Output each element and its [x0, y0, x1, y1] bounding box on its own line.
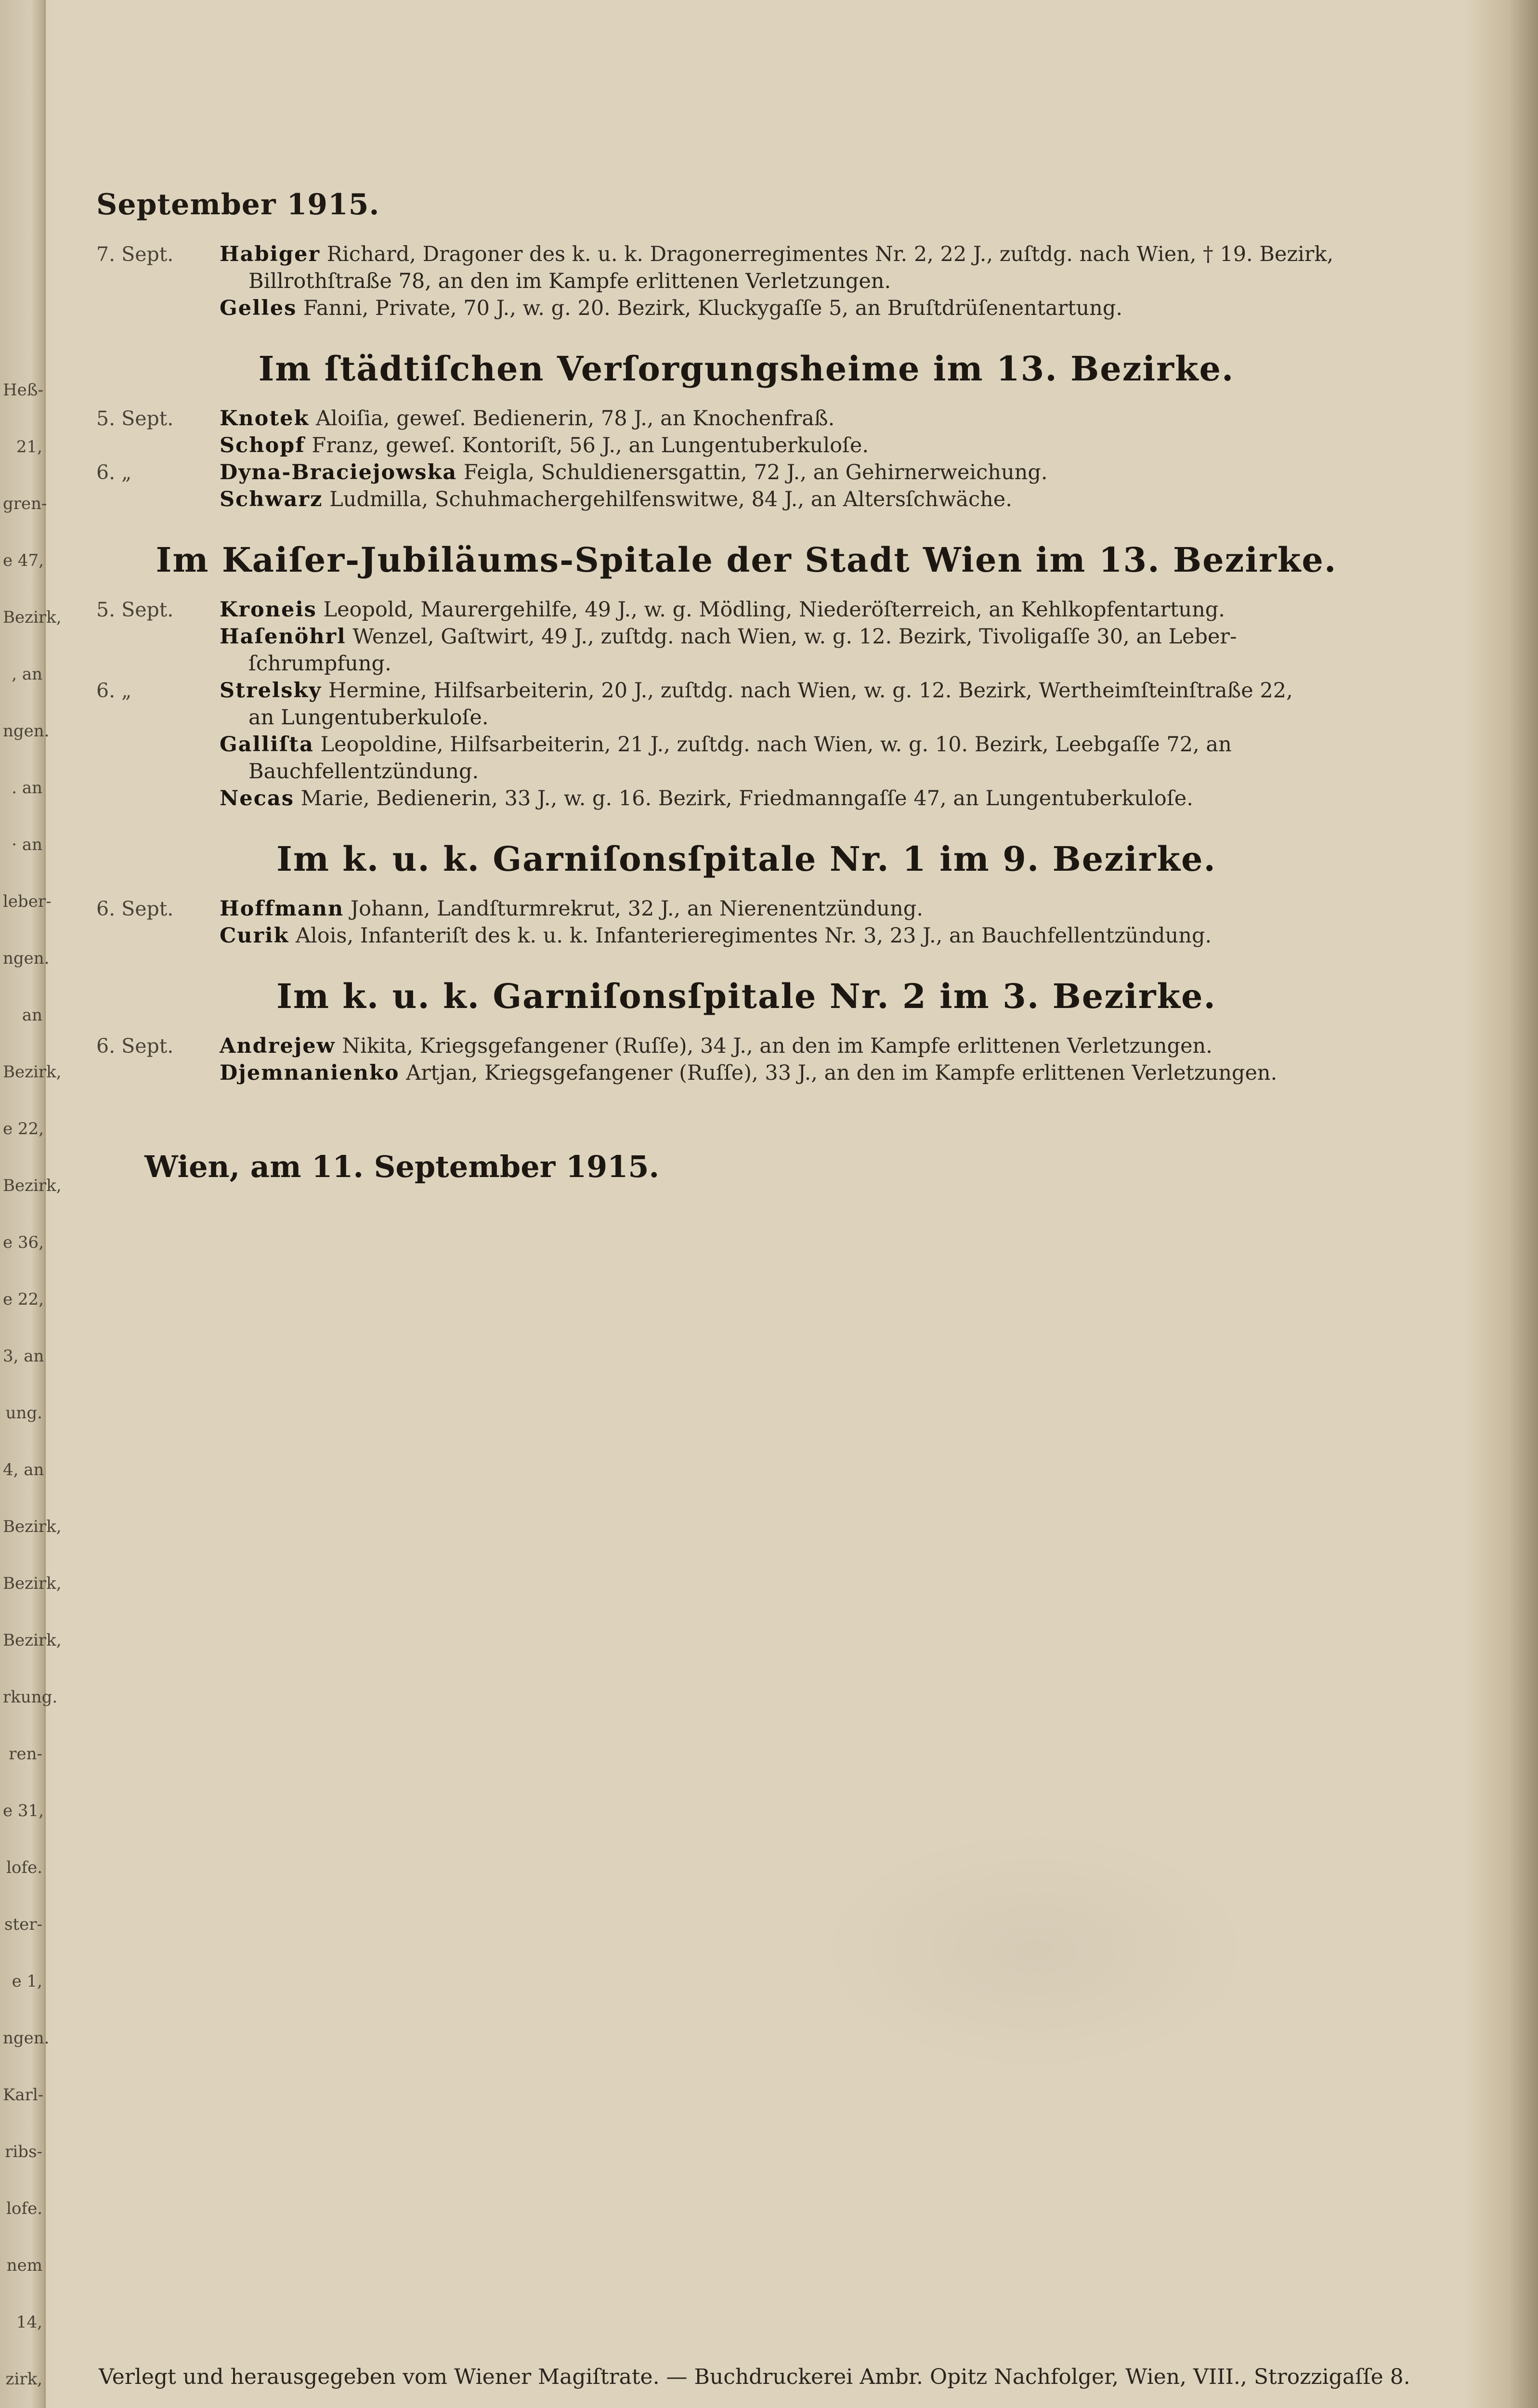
entry-text [220, 459, 1396, 486]
margin-fragment: , an [12, 665, 42, 684]
deceased-name: Knotek [220, 406, 310, 431]
entry-text [220, 486, 1396, 513]
entry-details: Marie, Bedienerin, 33 J., w. g. 16. Bezirk, Friedmanngaſſe 47, an Lungentuberkuloſe. [300, 786, 1193, 811]
margin-fragment: 4, an [3, 1460, 44, 1479]
register-entry [96, 241, 1396, 295]
entry-details: Feigla, Schuldienersgattin, 72 J., an Gehirnerweichung. [463, 460, 1048, 484]
entry-date: 5. Sept. [96, 598, 174, 621]
deceased-name: Necas [220, 786, 294, 811]
margin-fragment: gren- [3, 494, 47, 513]
entry-text [220, 785, 1396, 812]
margin-fragment: Bezirk, [3, 1176, 62, 1195]
register-entry [96, 731, 1396, 785]
register-section [96, 976, 1396, 1086]
margin-fragment: lofe. [6, 1858, 42, 1877]
margin-fragment: e 31, [3, 1801, 44, 1820]
margin-fragment: ngen. [3, 949, 50, 968]
register-entry [96, 432, 1396, 459]
deceased-name: Dyna-Braciejowska [220, 460, 457, 484]
entry-details: Artjan, Kriegsgefangener (Ruſſe), 33 J., an den im Kampfe erlittenen Verletzungen. [406, 1061, 1277, 1085]
deceased-name: Gelles [220, 296, 297, 320]
margin-fragment: an [22, 1006, 42, 1025]
margin-fragment: e 22, [3, 1290, 44, 1309]
entry-date: 5. Sept. [96, 407, 174, 430]
entry-date: 6. „ [96, 679, 132, 702]
margin-fragment: Bezirk, [3, 608, 62, 627]
register-entry [96, 623, 1396, 677]
margin-fragment: zirk, [5, 2369, 42, 2389]
deceased-name: Haſenöhrl [220, 625, 346, 649]
entry-details: Wenzel, Gaſtwirt, 49 J., zuſtdg. nach Wien, w. g. 12. Bezirk, Tivoligaſſe 30, an Leber- [352, 625, 1237, 649]
page-content [96, 188, 1396, 1184]
entry-details: Leopoldine, Hilfsarbeiterin, 21 J., zuſtdg. nach Wien, w. g. 10. Bezirk, Leebgaſſe 72, an [320, 733, 1232, 757]
register-section [96, 540, 1396, 812]
register-entry [96, 1033, 1396, 1060]
entry-continuation: Billrothſtraße 78, an den im Kampfe erlittenen Verletzungen. [248, 269, 891, 293]
publisher-footer: Verlegt und herausgegeben vom Wiener Magiſtrate. — Buchdruckerei Ambr. Opitz Nachfolger, Wien, VIII., Strozzigaſſe 8. [99, 2365, 1410, 2389]
register-entry [96, 596, 1396, 623]
margin-fragment: ster- [4, 1915, 42, 1934]
entry-details: Alois, Infanteriſt des k. u. k. Infanterieregimentes Nr. 3, 23 J., an Bauchfellentzündung. [295, 924, 1212, 948]
register-section [96, 241, 1396, 322]
register-entry [96, 459, 1396, 486]
entry-continuation: ſchrumpfung. [248, 652, 391, 676]
margin-fragment: nem [6, 2256, 42, 2275]
entry-details: Franz, geweſ. Kontoriſt, 56 J., an Lungentuberkuloſe. [312, 433, 869, 458]
margin-fragment: Bezirk, [3, 1574, 62, 1593]
margin-fragment: Heß- [3, 380, 43, 400]
closing-line: Wien, am 11. September 1915. [144, 1149, 660, 1184]
entry-details: Ludmilla, Schuhmachergehilfenswitwe, 84 J., an Altersſchwäche. [329, 487, 1012, 511]
margin-fragment: ngen. [3, 2028, 50, 2048]
margin-fragment: ren- [9, 1744, 42, 1764]
deceased-name: Hoffmann [220, 897, 344, 921]
register-entry [96, 405, 1396, 432]
margin-fragment: e 22, [3, 1119, 44, 1139]
entry-text [220, 596, 1396, 623]
margin-fragment: ribs- [5, 2142, 42, 2161]
register-entry [96, 785, 1396, 812]
deceased-name: Schopf [220, 433, 305, 458]
deceased-name: Habiger [220, 242, 320, 266]
margin-fragment: . an [12, 778, 42, 798]
margin-fragment: lofe. [6, 2199, 42, 2218]
entry-date: 6. Sept. [96, 1034, 174, 1058]
margin-fragment: Bezirk, [3, 1631, 62, 1650]
deceased-name: Strelsky [220, 679, 322, 703]
adjacent-page-margin [0, 0, 62, 2408]
section-title: Im k. u. k. Garniſonsſpitale Nr. 2 im 3. Bezirke. [276, 976, 1216, 1016]
deceased-name: Andrejew [220, 1034, 336, 1058]
entry-details: Hermine, Hilfsarbeiterin, 20 J., zuſtdg. nach Wien, w. g. 12. Bezirk, Wertheimſteinſtraße 22, [328, 679, 1293, 703]
entry-details: Fanni, Private, 70 J., w. g. 20. Bezirk, Kluckygaſſe 5, an Bruſtdrüſenentartung. [303, 296, 1123, 320]
register-entry [96, 922, 1396, 949]
margin-fragment: rkung. [3, 1688, 58, 1707]
entry-text [220, 731, 1396, 785]
margin-fragment: Karl- [3, 2085, 44, 2105]
deceased-name: Schwarz [220, 487, 323, 511]
entry-text [220, 623, 1396, 677]
margin-fragment: e 47, [3, 551, 44, 570]
margin-fragment: 21, [16, 437, 42, 457]
entry-continuation: an Lungentuberkuloſe. [248, 706, 489, 730]
register-entry [96, 486, 1396, 513]
register-entry [96, 677, 1396, 731]
paper-stain [819, 1830, 1252, 2071]
register-section [96, 839, 1396, 949]
entry-text [220, 895, 1396, 922]
section-title: Im ſtädtiſchen Verſorgungsheime im 13. Bezirke. [258, 349, 1235, 389]
margin-fragment: e 36, [3, 1233, 44, 1252]
deceased-name: Curik [220, 924, 289, 948]
entry-details: Nikita, Kriegsgefangener (Ruſſe), 34 J., an den im Kampfe erlittenen Verletzungen. [342, 1034, 1212, 1058]
entry-date: 6. „ [96, 461, 132, 484]
entry-text [220, 677, 1396, 731]
entry-text [220, 1033, 1396, 1060]
section-title: Im k. u. k. Garniſonsſpitale Nr. 1 im 9. Bezirke. [276, 839, 1216, 879]
deceased-name: Kroneis [220, 598, 317, 622]
deceased-name: Djemnanienko [220, 1061, 400, 1085]
margin-fragment: e 1, [12, 1972, 42, 1991]
page-header: September 1915. [96, 188, 380, 222]
entry-details: Johann, Landſturmrekrut, 32 J., an Nierenentzündung. [350, 897, 923, 921]
margin-fragment: · an [12, 835, 42, 854]
entry-date: 7. Sept. [96, 243, 174, 266]
page-edge-shadow [1509, 0, 1538, 2408]
entry-text [220, 922, 1396, 949]
entry-details: Aloiſia, geweſ. Bedienerin, 78 J., an Knochenfraß. [316, 406, 835, 431]
margin-fragment: ngen. [3, 721, 50, 741]
entry-details: Leopold, Maurergehilfe, 49 J., w. g. Mödling, Niederöſterreich, an Kehlkopfentartung. [323, 598, 1225, 622]
register-section [96, 349, 1396, 513]
death-register [96, 241, 1396, 1086]
register-entry [96, 1060, 1396, 1086]
margin-fragment: leber- [3, 892, 52, 911]
margin-fragment: 3, an [3, 1347, 44, 1366]
entry-text [220, 241, 1396, 295]
deceased-name: Galliſta [220, 733, 314, 757]
section-title: Im Kaiſer-Jubiläums-Spitale der Stadt Wien im 13. Bezirke. [156, 540, 1337, 580]
margin-fragment: ung. [5, 1403, 42, 1423]
entry-text [220, 295, 1396, 322]
register-entry [96, 295, 1396, 322]
entry-date: 6. Sept. [96, 897, 174, 920]
entry-text [220, 1060, 1396, 1086]
margin-fragment: Bezirk, [3, 1517, 62, 1536]
entry-text [220, 405, 1396, 432]
entry-continuation: Bauchfellentzündung. [248, 759, 479, 784]
margin-fragment: Bezirk, [3, 1062, 62, 1082]
entry-text [220, 432, 1396, 459]
entry-details: Richard, Dragoner des k. u. k. Dragonerregimentes Nr. 2, 22 J., zuſtdg. nach Wien, † 19. Bezirk, [326, 242, 1334, 266]
margin-fragment: 14, [16, 2313, 42, 2332]
register-entry [96, 895, 1396, 922]
